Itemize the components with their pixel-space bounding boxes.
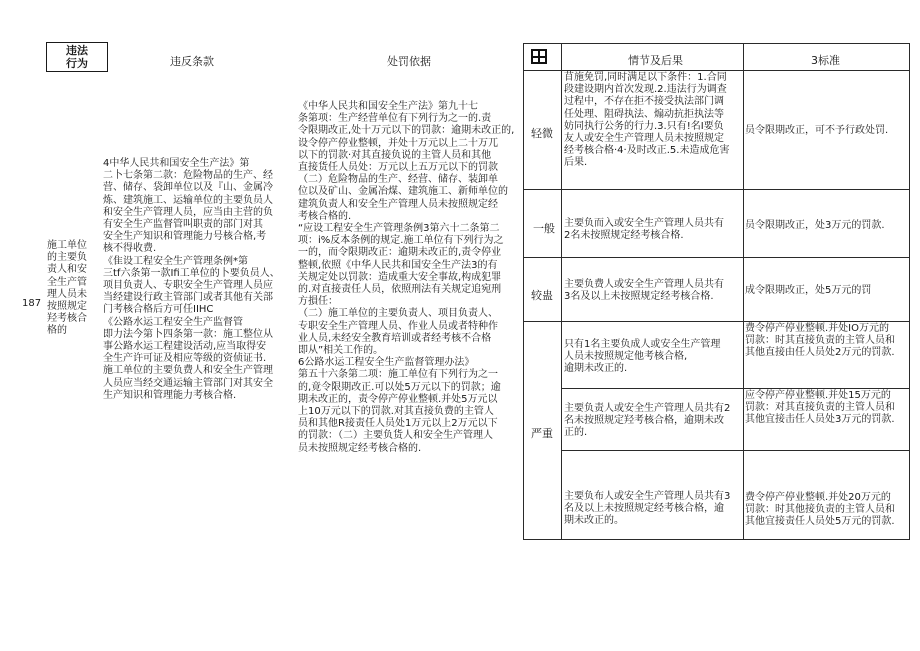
circumstances-cell: 主要负责人或安全生产管理人员共有2 名未按照规定羟考核合格，逾期未改 正的.: [564, 403, 731, 439]
circumstances-header: 情节及后果: [628, 54, 683, 67]
standard-cell: 应令停产停业整顿.并处15万元的 罚款：对其直接负责的主管人员和 其他宜接击任人员处3万元的罚款.: [745, 390, 895, 426]
level-label: 较蛊: [531, 289, 553, 302]
level-label: 轻微: [531, 127, 553, 140]
circumstances-cell: 只有1名主要负成人或安全生产管理 人员未按照规定他考核合格, 逾期未改正的.: [564, 339, 721, 375]
page-number: 187: [22, 298, 42, 309]
standard-cell: 成令限期改正，处5万元的罚: [745, 285, 872, 296]
circumstances-cell: 主要负布人或安全生产管理人员共有3 名及以上未按照规定经考核合格，逾 期未改正的。: [564, 491, 731, 527]
penalty-basis-header: 处罚依据: [387, 55, 431, 68]
penalty-basis-text: 《中华人民共和国安全生产法》第九十七 条第项：生产经营单位有下列行为之一的.责 令限期改正,处十万元以下的罚款：逾期未改正的, 设令停产停业整顿，并处十万元以上二十万兀 以下的罚款·对其直接负说的主管人员和其他 直接货任人员处：万元以上五万元以下的罚款 （二）危险物品的生产、经营、储存、装卸单 位以及矿山、金属冶煤、建筑施工、新师单位的 建筑负责人和安全生产管理人员未按照规定经 考核合格的. “应设工程安全生产管理条例3第六十二条第二 项：i%反本条例的规定.施工单位有下列行为之 一的，而令限期改正：逾期未改正的,责令停业 整顿,依照《中华人民共和国安全生产法3的有 关规定处以罚款：造成重大安全事故,构成犯罪 的.对直接责任人员，依照刑法有关规定追宛刑 方損任： （二）施工单位的主要负责人、项目负责人、 专职安全生产管理人员、作业人员或者特种作 业人员,未经安全教育培训或者经考核不合格 即从”相关工作的。 6公路水运工程安全生产监督管理办法》 第五十六条第二项：施工单位有下列行为之一 的,竟令限期改正.可以处5万元以下的罚款；逾 期未改正的，责令停产停业整顿.并处5万元以 上10万元以下的罚款.对其直接负费的主管人 员和其他R接责任人员处1万元以上2万元以下 的罚款：（二）主要负货人和安全生产管理人 员未按照规定经考核合格的.: [298, 101, 515, 454]
level-label: 严重: [531, 427, 553, 440]
standard-cell: 费令停产停业整顿.并处20万元的 罚款：时其他接负责的主管人员和 其他宜接责任人员处5万元的罚款.: [745, 492, 895, 528]
circumstances-cell: 苜施免罚,同时满足以下条件：1.合同 段建设期内首次发现.2.违法行为调查 过程中，不存在拒不接受执法部门调 任处理、阻碍执法、煽动抗拒执法等 妨同执行公务的行力.3.只有!名I要负 友人或安全生产管理人员未按照规定 经考核合格·4·及时改正.5.未造成危害 后果.: [564, 72, 730, 169]
violated-clause-text: 4中华人民共和国安全生产法》第 二卜七条第二款：危险物品的生产、经 营、储存、袋卸单位以及『山、金属冷 炼、建筑施工、运输单位的主要负员人 和安全生产管理人员，应当由主营的负 有安全生产监督管叫职责的部门对其 安全生产知识和管理能力号核合格,考 核不得收费. 《隹设工程安全生产管理条例*第 三tf六条第一款Ifi工单位的卜要负员人、 项目负责人、专职安全生产管理人员应 当经建设行政主管部门或者其他有关部 门考核合格后方可任IIHC 《公路水运工程安全生产监督管 即力法今第卜四条第一款：施工整位从 事公路水运工程建设活动,应当取得安 全生产许可证及相应等级的资侦证书. 施工单位的主要负费人和安全生产管理 人员应当经交通运输主管部门对其安全 生产知识和管理能力考核合格.: [103, 158, 280, 401]
grid-icon: [531, 49, 547, 64]
circumstances-cell: 主要负而入或安全生产管理人员共有 2名未按照规定经考核合格.: [564, 218, 724, 242]
standard-cell: 员令限期改正，处3万元的罚款.: [745, 220, 885, 231]
circumstances-cell: 主要负费人或安全生产管理人员共有 3名及以上未按照规定经考核合格.: [564, 279, 724, 303]
violation-behavior-header: 违法 行为: [46, 42, 108, 72]
violation-behavior-text: 施工单位 的主要负 责人和安 全生产管 理人员未 按照规定 羟考核合 格的: [47, 240, 87, 337]
standard-cell: 员令限期改正，可不予行政处罚.: [745, 125, 889, 136]
level-label: 一般: [533, 222, 555, 235]
standard-header: 3标准: [811, 54, 840, 67]
violated-clause-header: 违反条款: [170, 55, 214, 68]
standard-cell: 费令停产停业整顿.并处IO万元的 罚款：时其直接负责的主管人员和 其他直接由任人员处2万元的罚款.: [745, 323, 895, 359]
